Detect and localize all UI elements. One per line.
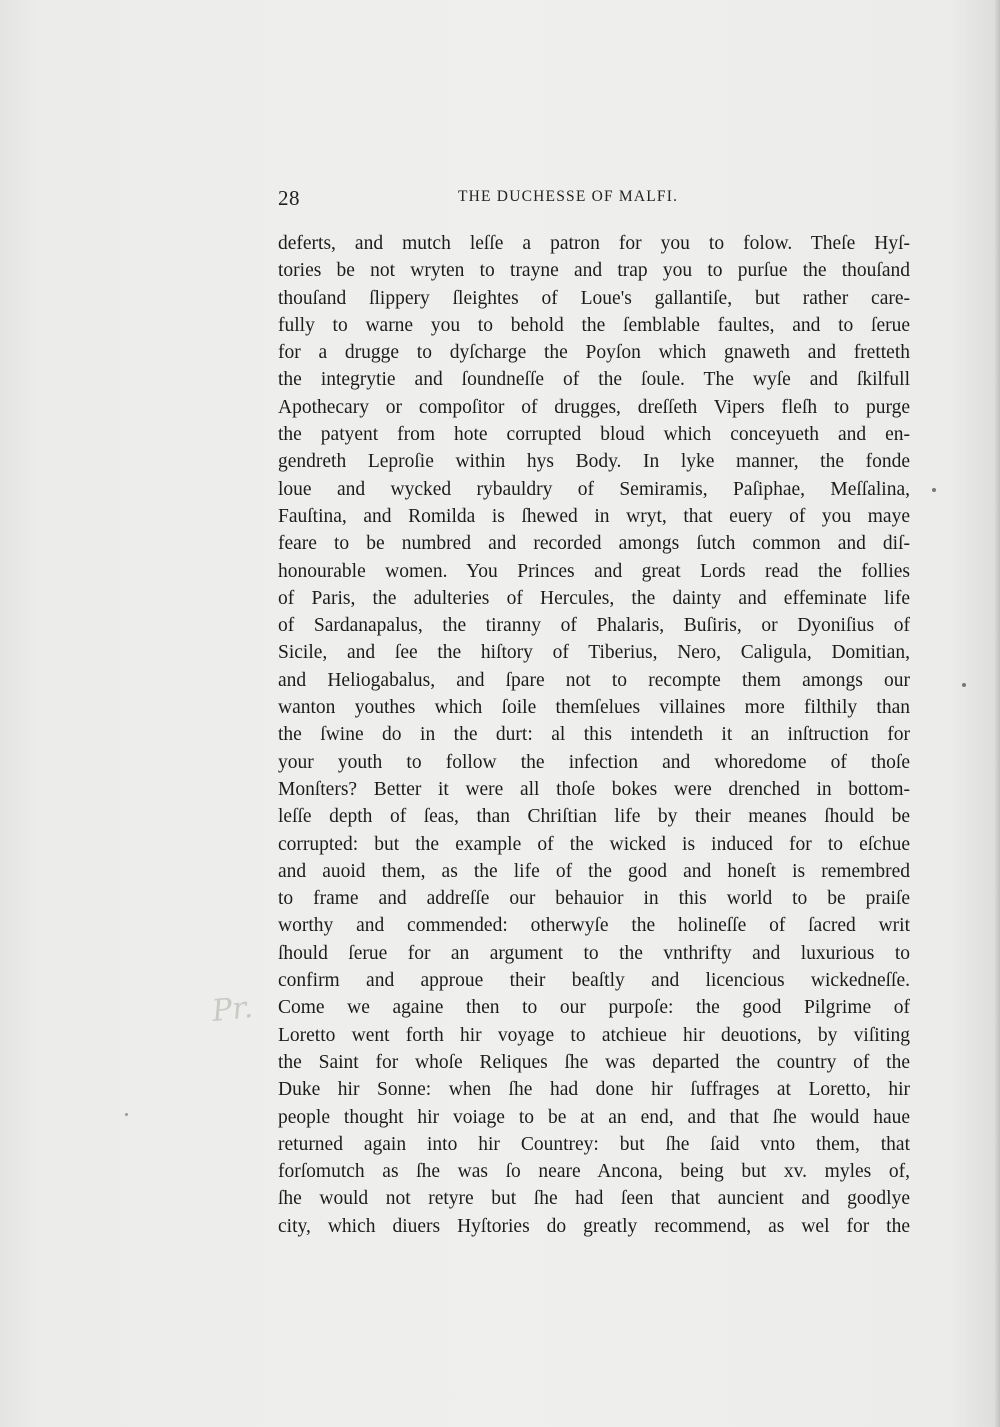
text-line: the Saint for whoſe Reliques ſhe was departed the country of the xyxy=(278,1051,910,1073)
ink-speck xyxy=(125,1113,128,1116)
text-line: ſhe would not retyre but ſhe had ſeen that auncient and goodlye xyxy=(278,1188,910,1210)
text-line: ſhould ſerue for an argument to the vnthrifty and luxurious to xyxy=(278,942,910,964)
text-line: leſſe depth of ſeas, than Chriſtian life by their meanes ſhould be xyxy=(278,806,910,828)
text-line: to frame and addreſſe our behauior in this world to be praiſe xyxy=(278,888,910,910)
page-number: 28 xyxy=(278,186,300,210)
text-line: feare to be numbred and recorded amongs ſutch common and diſ- xyxy=(278,533,910,555)
text-line: deferts, and mutch leſſe a patron for you to folow. Theſe Hyſ- xyxy=(278,233,910,254)
text-line: of Paris, the adulteries of Hercules, the dainty and effeminate life xyxy=(278,587,910,609)
text-line: Fauſtina, and Romilda is ſhewed in wryt, that euery of you maye xyxy=(278,505,910,527)
text-line: honourable women. You Princes and great Lords read the follies xyxy=(278,560,910,582)
text-line: people thought hir voiage to be at an end, and that ſhe would haue xyxy=(278,1106,910,1128)
pencil-margin-mark: Pr. xyxy=(210,989,255,1030)
page-edge-shadow xyxy=(994,0,1000,1427)
ink-speck xyxy=(932,488,936,492)
text-line: forſomutch as ſhe was ſo neare Ancona, being but xv. myles of, xyxy=(278,1161,910,1183)
text-line: the integrytie and ſoundneſſe of the ſoule. The wyſe and ſkilfull xyxy=(278,369,910,391)
text-line: fully to warne you to behold the ſemblable faultes, and to ſerue xyxy=(278,314,910,336)
text-line: Sicile, and ſee the hiſtory of Tiberius, Nero, Caligula, Domitian, xyxy=(278,642,910,664)
text-line: loue and wycked rybauldry of Semiramis, Paſiphae, Meſſalina, xyxy=(278,478,910,500)
body-text xyxy=(278,230,910,1240)
text-line: Come we againe then to our purpoſe: the good Pilgrime of xyxy=(278,997,910,1019)
text-line: Apothecary or compoſitor of drugges, dreſſeth Vipers fleſh to purge xyxy=(278,396,910,418)
text-line: and auoid them, as the life of the good and honeſt is remembred xyxy=(278,860,910,882)
text-line: corrupted: but the example of the wicked is induced for to eſchue xyxy=(278,833,910,855)
text-line: confirm and approue their beaſtly and licencious wickedneſſe. xyxy=(278,970,910,992)
text-line: thouſand ſlippery ſleightes of Loue's gallantiſe, but rather care- xyxy=(278,287,910,309)
text-line: returned again into hir Countrey: but ſhe ſaid vnto them, that xyxy=(278,1133,910,1155)
running-head: THE DUCHESSE OF MALFI. xyxy=(458,188,679,205)
text-line: the ſwine do in the durt: al this intendeth it an inſtruction for xyxy=(278,724,910,746)
text-line: city, which diuers Hyſtories do greatly recommend, as wel for the xyxy=(278,1215,910,1237)
text-line: gendreth Leproſie within hys Body. In lyke manner, the fonde xyxy=(278,451,910,473)
text-line: wanton youthes which ſoile themſelues villaines more filthily than xyxy=(278,697,910,719)
text-line: and Heliogabalus, and ſpare not to recompte them amongs our xyxy=(278,669,910,691)
text-line: for a drugge to dyſcharge the Poyſon which gnaweth and fretteth xyxy=(278,342,910,364)
text-line: your youth to follow the infection and whoredome of thoſe xyxy=(278,751,910,773)
text-line: worthy and commended: otherwyſe the holineſſe of ſacred writ xyxy=(278,915,910,937)
text-line: the patyent from hote corrupted bloud which conceyueth and en- xyxy=(278,424,910,446)
text-line: Loretto went forth hir voyage to atchieue hir deuotions, by viſiting xyxy=(278,1024,910,1046)
text-line: of Sardanapalus, the tiranny of Phalaris, Buſiris, or Dyoniſius of xyxy=(278,615,910,637)
text-line: Duke hir Sonne: when ſhe had done hir ſuffrages at Loretto, hir xyxy=(278,1079,910,1101)
text-line: tories be not wryten to trayne and trap you to purſue the thouſand xyxy=(278,260,910,282)
ink-speck xyxy=(962,683,966,687)
text-line: Monſters? Better it were all thoſe bokes were drenched in bottom- xyxy=(278,778,910,800)
